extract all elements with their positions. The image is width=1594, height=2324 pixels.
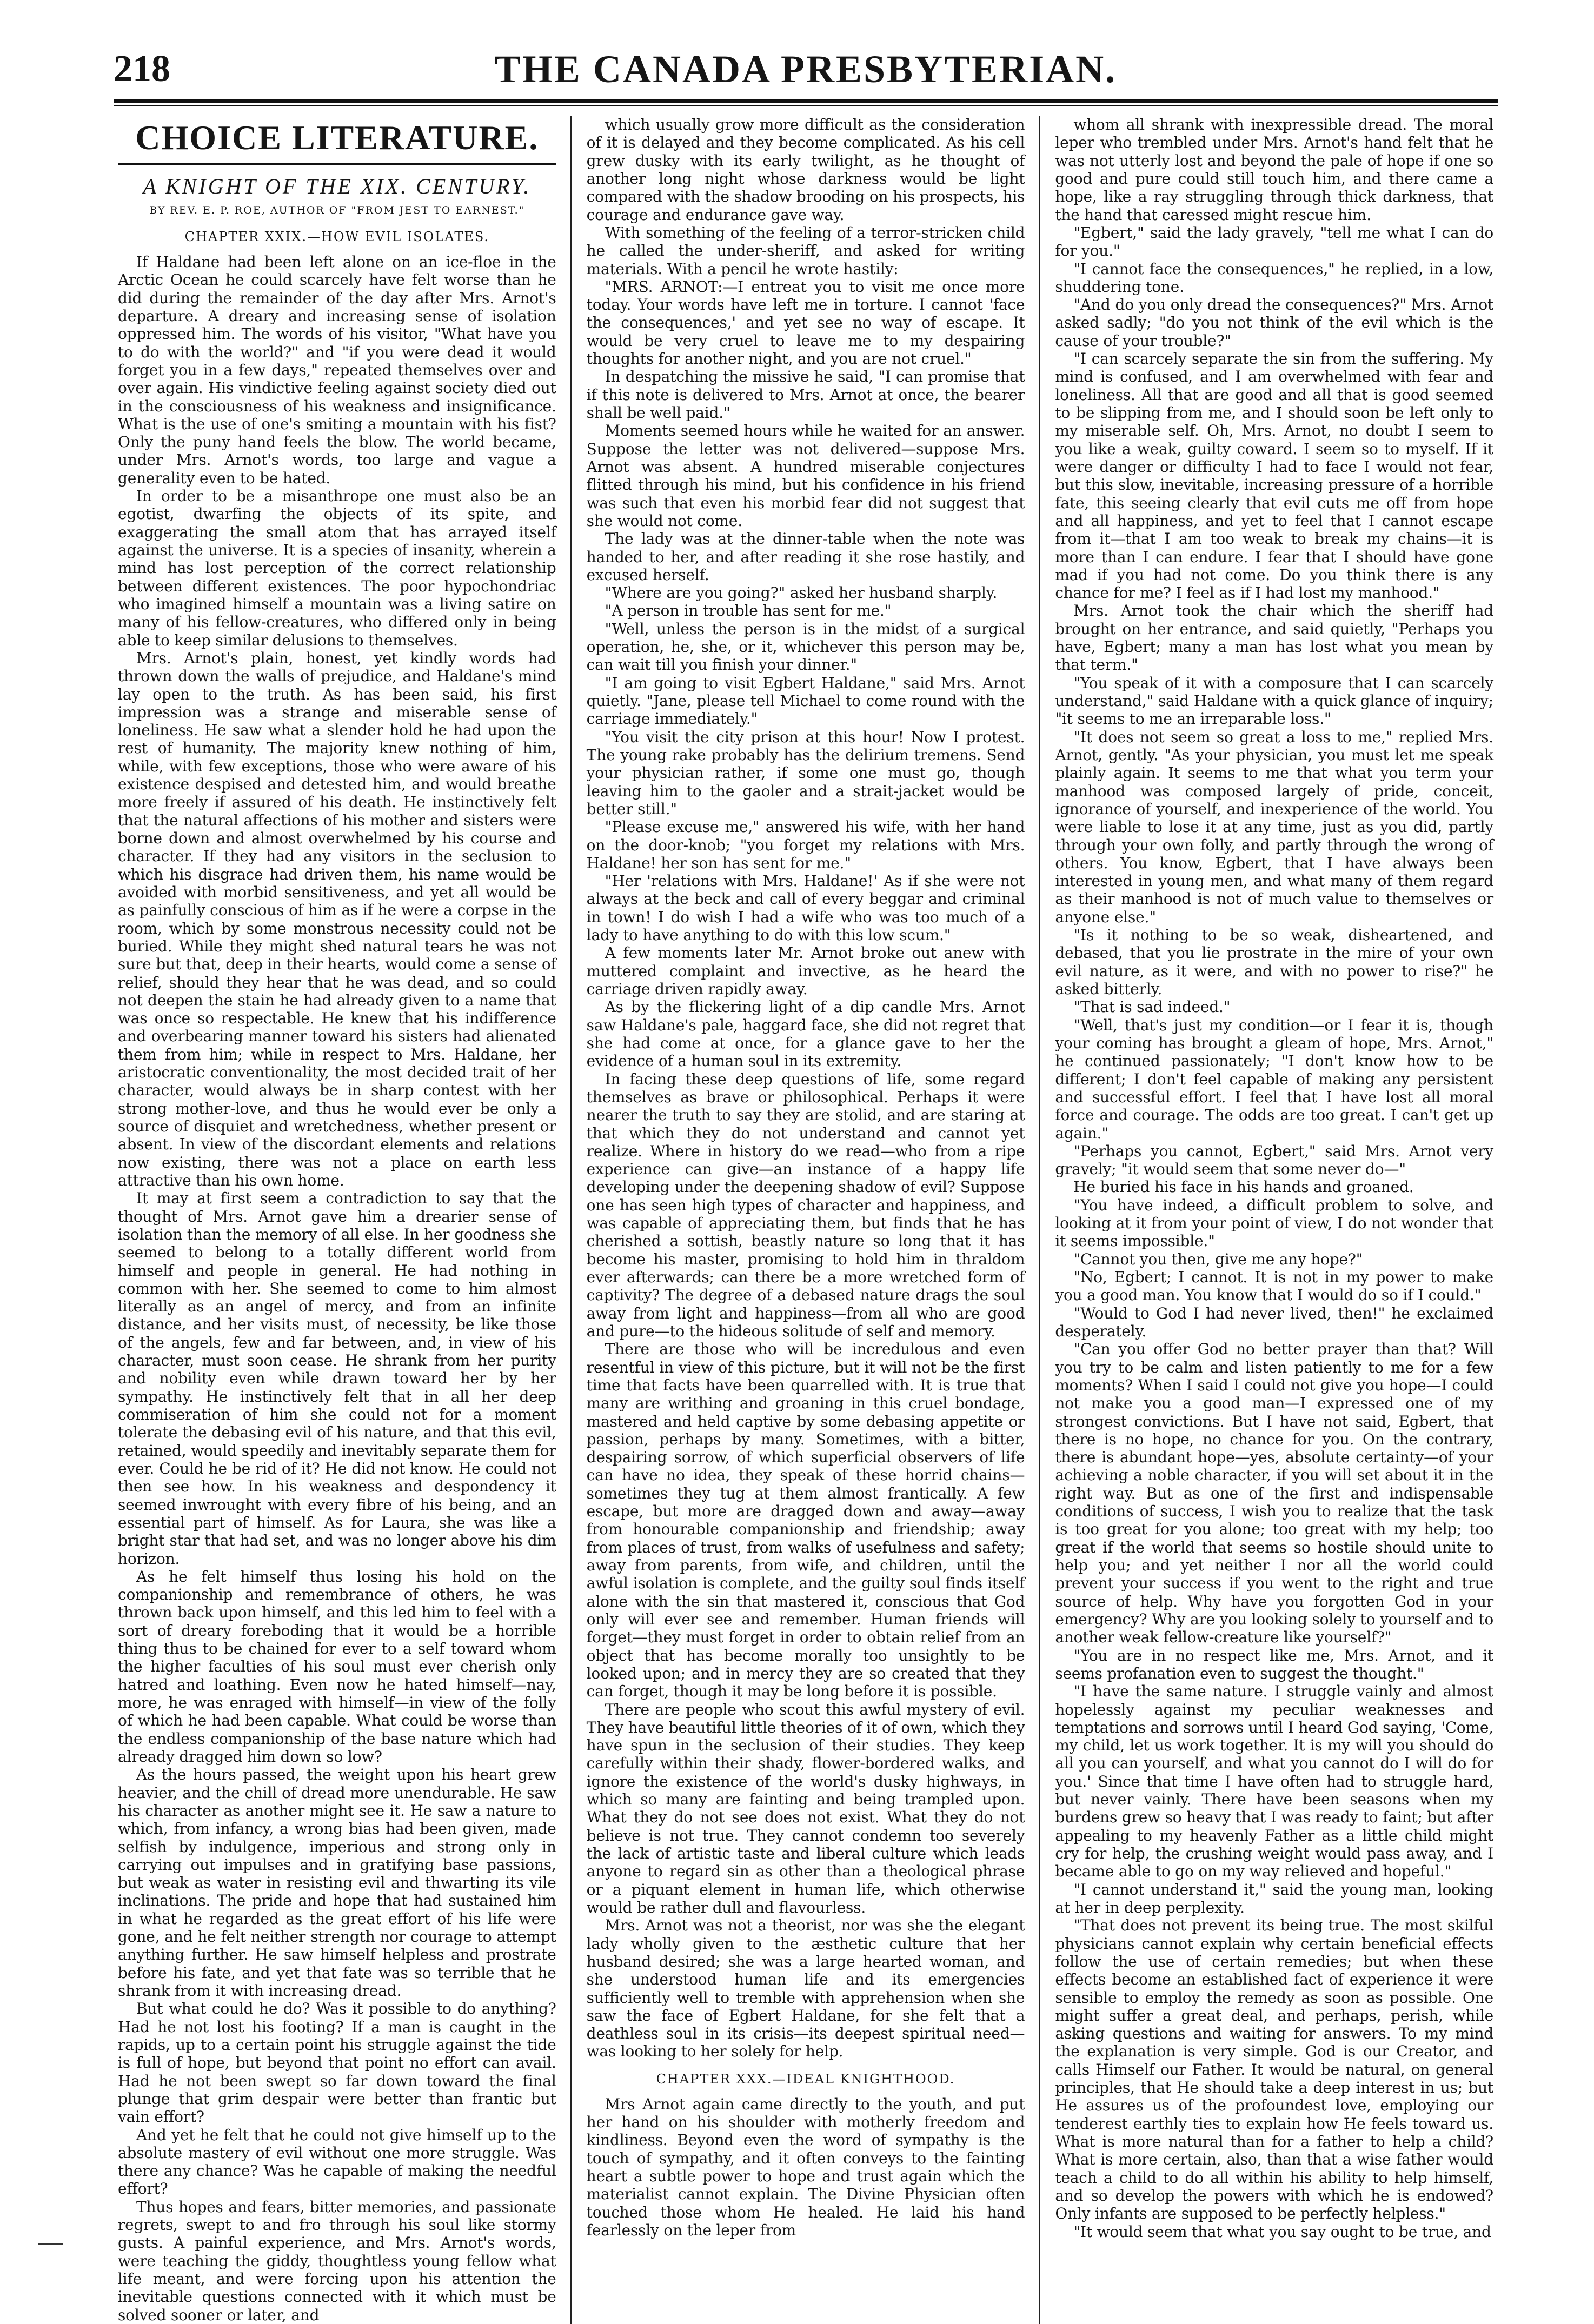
footer-mark — [38, 2243, 63, 2245]
section-heading: CHOICE LITERATURE. — [118, 118, 556, 165]
page-number: 218 — [114, 48, 170, 90]
paragraph: "You visit the city prison at this hour! Now I protest. The young rake probably has the delirium tremens. Send your physician rather, if some one must go, though leaving him to the gaoler and a strait-jacket would be better still." — [586, 728, 1025, 818]
paragraph: "That is sad indeed." — [1073, 998, 1231, 1016]
paragraph: If Haldane had been left alone on an ice-floe in the Arctic Ocean he could scarcely have felt worse than he did during the remainder of the day after Mrs. Arnot's departure. A dreary and increasing sense of isolation oppressed him. The words of his visitor, "What have you to do with the world?" and "if you were dead it would forget you in a few days," repeated themselves over and over again. His vindictive feeling against society died out in the consciousness of his weakness and insignificance. What is the use of one's smiting a mountain with his fist? Only the puny hand feels the blow. The world became, under Mrs. Arnot's words, too large and vague a generality even to be hated. — [118, 253, 556, 487]
chapter-30-heading: CHAPTER XXX.—IDEAL KNIGHTHOOD. — [656, 2071, 955, 2087]
paragraph: "You speak of it with a composure that I can scarcely understand," said Haldane with a quick glance of inquiry; "it seems to me an irreparable loss." — [1055, 674, 1493, 728]
paragraph: Mrs. Arnot took the chair which the sheriff had brought on her entrance, and said quietly, "Perhaps you have, Egbert; many a man has lost what you mean by that term." — [1055, 602, 1493, 674]
paragraph: But what could he do? Was it possible to do anything? Had he not lost his footing? If a man is caught in the rapids, up to a certain point his struggle against the tide is full of hope, but beyond that point no effort can avail. Had he not been swept so far down toward the final plunge that grim despair were better than frantic but vain effort? — [118, 2000, 556, 2126]
paragraph: With something of the feeling of a terror-stricken child he called the under-sheriff, and asked for writing materials. With a pencil he wrote hastily: — [586, 223, 1025, 278]
paragraph: "Egbert," said the lady gravely, "tell me what I can do for you." — [1055, 223, 1493, 260]
paragraph: In facing these deep questions of life, some regard themselves as brave or philosophical. Perhaps it were nearer the truth to say they are stolid, and are staring at that which they do not understand and cannot yet realize. Where in history do we read—who from a ripe experience can give—an instance of a happy life developing under the deepening shadow of evil? Suppose one has seen high types of character and happiness, and was capable of appreciating them, but finds that he has cherished a sottish, beastly nature so long that it has become his master, promising to hold him in thraldom ever afterwards; can there be a more wretched form of captivity? The degree of a debased nature drags the soul away from light and happiness—from all who are good and pure—to the hideous solitude of self and memory. — [586, 1070, 1025, 1340]
masthead-rule-thin — [114, 105, 1498, 106]
paragraph: In order to be a misanthrope one must also be an egotist, dwarfing the objects of its spite, and exaggerating the small atom that has arrayed itself against the universe. It is a species of insanity, wherein a mind has lost perception of the correct relationship between different existences. The poor hypochondriac who imagined himself a mountain was a living satire on many of his fellow-creatures, who differed only in being able to keep similar delusions to themselves. — [118, 487, 556, 649]
paragraph: "That does not prevent its being true. The most skilful physicians cannot explain why certain beneficial effects follow the use of certain remedies; but when these effects become an established fact of experience it were sensible to employ the remedy as soon as possible. One might suffer a great deal, and perhaps, perish, while asking questions and waiting for answers. To my mind the explanation is very simple. God is our Creator, and calls Himself our Father. It would be natural, on general principles, that He should take a deep interest in us; but He assures us of the profoundest love, employing our tenderest earthly ties to explain how He feels toward us. What is more natural than for a father to help a child? What is more certain, also, than that a wise father would teach a child to do all within his ability to help himself, and so develop the powers with which he is endowed? Only infants are supposed to be perfectly helpless." — [1055, 1916, 1493, 2223]
paragraph: As he felt himself thus losing his hold on the companionship and remembrance of others, he was thrown back upon himself, and this led him to feel with a sort of dreary foreboding that it would be a horrible thing thus to be chained for ever to a self toward whom the higher faculties of his soul must ever cherish only hatred and loathing. Even now he hated himself—nay, more, he was enraged with himself—in view of the folly of which he had been capable. What could be worse than the endless companionship of the base nature which had already dragged him down so low? — [118, 1567, 556, 1766]
column-2-body — [587, 116, 1025, 2061]
paragraph: Thus hopes and fears, bitter memories, and passionate regrets, swept to and fro through his soul like stormy gusts. A painful experience, and Mrs. Arnot's words, were teaching the giddy, thoughtless young fellow what life meant, and were forcing upon his attention the inevitable questions connected with it which must be solved sooner or later, and — [118, 2198, 556, 2324]
paragraph: "Perhaps you cannot, Egbert," said Mrs. Arnot very gravely; "it would seem that some never do—" — [1055, 1142, 1493, 1178]
column-2-body-after — [587, 2095, 1025, 2240]
article-columns — [114, 116, 1498, 2324]
paragraph: "I have the same nature. I struggle vainly and almost hopelessly against my peculiar weaknesses and temptations and sorrows until I heard God saying, 'Come, my child, let us work together. It is my will you should do all you can yourself, and what you cannot do I will do for you.' Since that time I have often had to struggle hard, but never vainly. There have been seasons when my burdens grew so heavy that I was ready to faint; but after appealing to my heavenly Father as a little child might cry for help, the crushing weight would pass away, and I became able to go on my way relieved and hopeful." — [1055, 1682, 1493, 1881]
paragraph: which usually grow more difficult as the consideration of it is delayed and they become complicated. As his cell grew dusky with its early twilight, as he thought of another long night whose darkness would be light compared with the shadow brooding on his prospects, his courage and endurance gave way. — [586, 116, 1025, 224]
paragraph: "You are in no respect like me, Mrs. Arnot, and it seems profanation even to suggest the thought." — [1055, 1646, 1493, 1682]
column-3 — [1051, 116, 1498, 2324]
paragraph: "A person in trouble has sent for me." — [605, 602, 892, 620]
paragraph: "Cannot you then, give me any hope?" — [1073, 1250, 1363, 1268]
paragraph: He buried his face in his hands and groaned. — [1073, 1178, 1414, 1196]
column-2 — [582, 116, 1030, 2324]
paragraph: Moments seemed hours while he waited for an answer. Suppose the letter was not delivered—suppose Mrs. Arnot was absent. A hundred miserable conjectures flitted through his mind, but his confidence in his friend was such that even his morbid fear did not suggest that she would not come. — [586, 422, 1025, 530]
paragraph: "It would seem that what you say ought to be true, and — [1073, 2222, 1491, 2241]
paragraph: "Would to God I had never lived, then!" he exclaimed desperately. — [1055, 1304, 1493, 1340]
paragraph: "Well, unless the person is in the midst of a surgical operation, he, she, or it, whichever this person may be, can wait till you finish your dinner." — [586, 620, 1025, 674]
paragraph: "Well, that's just my condition—or I fear it is, though your coming has brought a gleam of hope, Mrs. Arnot," he continued passionately; "I don't know how to be different; I don't feel capable of making any persistent and successful effort. I feel that I have lost all moral force and courage. The odds are too great. I can't get up again." — [1055, 1016, 1493, 1142]
paragraph: "MRS. ARNOT:—I entreat you to visit me once more today. Your words have left me in torture. I cannot 'face the consequences,' and yet see no way of escape. It would be very cruel to leave me to my despairing thoughts for another night, and you are not cruel." — [586, 277, 1025, 368]
column-1 — [114, 116, 561, 2324]
paragraph: "I cannot face the consequences," he replied, in a low, shuddering tone. — [1055, 259, 1493, 296]
paragraph: Mrs. Arnot was not a theorist, nor was she the elegant lady wholly given to the æsthetic culture that her husband desired; she was a large hearted woman, and she understood human life and its emergencies sufficiently well to tremble with apprehension when she saw the face of Egbert Haldane, for she felt that a deathless soul in its crisis—its deepest spiritual need—was looking to her solely for help. — [586, 1916, 1025, 2061]
paragraph: "Can you offer God no better prayer than that? Will you try to be calm and listen patiently to me for a few moments? When I said I could not give you hope—I could not make you a good man—I expressed one of my strongest convictions. But I have not said, Egbert, that there is no hope, no chance for you. On the contrary, there is abundant hope—yes, absolute certainty—of your achieving a noble character, if you will set about it in the right way. But as one of the first and indispensable conditions of success, I wish you to realize that the task is too great for you alone; too great with my help; too great if the world that seems so hostile should unite to help you; and yet neither I nor all the world could prevent your success if you went to the right and true source of help. Why have you forgotten God in your emergency? Why are you looking solely to yourself and to another weak fellow-creature like yourself?" — [1055, 1340, 1493, 1647]
story-title: A KNIGHT OF THE XIX. CENTURY. — [143, 174, 532, 198]
paragraph: "It does not seem so great a loss to me," replied Mrs. Arnot, gently. "As your physician, you must let me speak plainly again. It seems to me that what you term your manhood was composed largely of pride, conceit, ignorance of yourself, and inexperience of the world. You were liable to lose it at any time, just as you did, partly through your own folly, and partly through the wrong of others. You know, Egbert, that I have always been interested in young men, and what many of them regard as their manhood is not of much value to themselves or anyone else." — [1055, 728, 1493, 926]
paragraph: "Please excuse me," answered his wife, with her hand on the door-knob; "you forget my relations with Mrs. Haldane! her son has sent for me." — [586, 818, 1025, 872]
paragraph: There are those who will be incredulous and even resentful in view of this picture, but it will not be the first time that facts have been quarrelled with. It is true that many are writhing and groaning in this cruel bondage, mastered and held captive by some debasing appetite or passion, perhaps by many. Sometimes, with a bitter, despairing sorrow, of which superficial observers of life can have no idea, they speak of these horrid chains—sometimes they tug at them almost frantically. A few escape, but more are dragged down and away—away from honourable companionship and friendship; away from places of trust, from walks of usefulness and safety; away from parents, from wife, and children, until the awful isolation is complete, and the guilty soul finds itself alone with the sin that mastered it, conscious that God only will ever see and remember. Human friends will forget—they must forget in order to obtain relief from an object that has become morally too unsightly to be looked upon; and in mercy they are so created that they can forget, though it may be long before it is possible. — [586, 1340, 1025, 1701]
paragraph: "And do you only dread the consequences?" Mrs. Arnot asked sadly; "do you not think of the evil which is the cause of your trouble?" — [1055, 296, 1493, 350]
paragraph: "I am going to visit Egbert Haldane," said Mrs. Arnot quietly. "Jane, please tell Michael to come round with the carriage immediately." — [586, 674, 1025, 728]
paragraph: Mrs. Arnot's plain, honest, yet kindly words had thrown down the walls of prejudice, and Haldane's mind lay open to the truth. As has been said, his first impression was a strange and miserable sense of loneliness. He saw what a slender hold he had upon the rest of humanity. The majority knew nothing of him, while, with few exceptions, those who were aware of his existence despised and detested him, and would breathe more freely if assured of his death. He instinctively felt that the natural affections of his mother and sisters were borne down and almost overwhelmed by his course and character. If they had any visitors in the seclusion to which his disgrace had driven them, his name would be avoided with morbid sensitiveness, and yet all would be as painfully conscious of him as if he were a corpse in the room, which by some monstrous necessity could not be buried. While they might shed natural tears he was not sure but that, deep in their hearts, would come a sense of relief, should they hear that he was dead, and so could not deepen the stain he had already given to a name that was once so respectable. He knew that his indifference and overbearing manner toward his sisters had alienated them from him; while in respect to Mrs. Haldane, her aristocratic conventionality, the most decided trait of her character, would always be in sharp contest with her strong mother-love, and thus he would ever be only a source of disquiet and wretchedness, whether present or absent. In view of the discordant elements and relations now existing, there was not a place on earth less attractive than his own home. — [118, 649, 556, 1189]
paragraph: As by the flickering light of a dip candle Mrs. Arnot saw Haldane's pale, haggard face, she did not regret that she had come at once, for a glance gave to her the evidence of a human soul in its extremity. — [586, 998, 1025, 1070]
paragraph: whom all shrank with inexpressible dread. The moral leper who trembled under Mrs. Arnot's hand felt that he was not utterly lost and beyond the pale of hope if one so good and pure could still touch him, and there came a hope, like a ray struggling through thick darkness, that the hand that caressed might rescue him. — [1055, 116, 1493, 224]
paragraph: "I cannot understand it," said the young man, looking at her in deep perplexity. — [1055, 1880, 1493, 1916]
paragraph: There are people who scout this awful mystery of evil. They have beautiful little theories of it of own, which they have spun in the seclusion of their studies. They keep carefully within their shady, flower-bordered walks, and ignore the existence of the world's dusky highways, in which so many are fainting and being trampled upon. What they do not see does not exist. What they do not believe is not true. They cannot condemn too severely the lack of artistic taste and liberal culture which leads anyone to regard sin as other than a theological phrase or a piquant element in human life, which otherwise would be rather dull and flavourless. — [586, 1700, 1025, 1916]
paragraph: "You have indeed, a difficult problem to solve, and looking at it from your point of view, I do not wonder that it seems impossible." — [1055, 1196, 1493, 1250]
story-byline: BY REV. E. P. ROE, AUTHOR OF "FROM JEST TO EARNEST." — [149, 204, 525, 216]
journal-title: THE CANADA PRESBYTERIAN. — [494, 47, 1117, 91]
paragraph: "Is it nothing to be so weak, disheartened, and debased, that you lie prostrate in the mire of your own evil nature, as it were, and with no power to rise?" he asked bitterly. — [1055, 926, 1493, 998]
paragraph: "No, Egbert; I cannot. It is not in my power to make you a good man. You know that I would do so if I could." — [1055, 1268, 1493, 1304]
paragraph: The lady was at the dinner-table when the note was handed to her, and after reading it she rose hastily, and excused herself. — [586, 530, 1025, 584]
paragraph: In despatching the missive he said, "I can promise that if this note is delivered to Mrs. Arnot at once, the bearer shall be well paid." — [586, 368, 1025, 422]
paragraph: "Her 'relations with Mrs. Haldane!' As if she were not always at the beck and call of every beggar and criminal in town! I do wish I had a wife who was too much of a lady to have anything to do with this low scum." — [586, 872, 1025, 944]
paragraph: And yet he felt that he could not give himself up to the absolute mastery of evil without one more struggle. Was there any chance? Was he capable of making the needful effort? — [118, 2126, 556, 2198]
chapter-heading: CHAPTER XXIX.—HOW EVIL ISOLATES. — [184, 229, 490, 244]
paragraph: "Where are you going?" asked her husband sharply. — [605, 584, 998, 602]
column-1-body — [118, 253, 556, 2324]
column-3-body — [1055, 116, 1493, 2241]
paragraph: It may at first seem a contradiction to say that the thought of Mrs. Arnot gave him a drearier sense of isolation than the memory of all else. In her goodness she seemed to belong to a totally different world from himself and people in general. He had nothing in common with her. She seemed to come to him almost literally as an angel of mercy, and from an infinite distance, and her visits must, of necessity, be like those of the angels, few and far between, and, in view of his character, must soon cease. He shrank from her purity and nobility even while drawn toward her by her sympathy. He instinctively felt that in all her deep commiseration of him she could not for a moment tolerate the debasing evil of his nature, and that this evil, retained, would speedily and inevitably separate them for ever. Could he be rid of it? He did not know. He could not then see how. In his weakness and despondency it seemed inwrought with every fibre of his being, and an essential part of himself. As for Laura, she was like a bright star that had set, and was no longer above his dim horizon. — [118, 1189, 556, 1568]
paragraph: As the hours passed, the weight upon his heart grew heavier, and the chill of dread more unendurable. He saw his character as another might see it. He saw a nature to which, from infancy, a wrong bias had been given, made selfish by indulgence, imperious and strong only in carrying out impulses and in gratifying base passions, but weak as water in resisting evil and thwarting its vile inclinations. The pride and hope that had sustained him in what he regarded as the great effort of his life were gone, and he felt neither strength nor courage to attempt anything further. He saw himself helpless and prostrate before his fate, and yet that fate was so terrible that he shrank from it with increasing dread. — [118, 1766, 556, 2000]
paragraph: A few moments later Mr. Arnot broke out anew with muttered complaint and invective, as he heard the carriage driven rapidly away. — [586, 944, 1025, 998]
paragraph: Mrs Arnot again came directly to the youth, and put her hand on his shoulder with motherly freedom and kindliness. Beyond even the word of sympathy is the touch of sympathy, and it often conveys to the fainting heart a subtle power to hope and trust again which the materialist cannot explain. The Divine Physician often touched those whom He healed. He laid his hand fearlessly on the leper from — [586, 2095, 1025, 2239]
masthead-rule — [114, 99, 1498, 103]
paragraph: "I can scarcely separate the sin from the suffering. My mind is confused, and I am overwhelmed with fear and loneliness. All that are good and all that is good seemed to be slipping from me, and I should soon be left only to my miserable self. Oh, Mrs. Arnot, no doubt I seem to you like a weak, guilty coward. I seem so to myself. If it were danger or difficulty I had to face I would not fear, but this slow, inevitable, increasing pressure of a horrible fate, this seeing clearly that evil cuts me off from hope and all happiness, and yet to feel that I cannot escape from it—that I am too weak to break my chains—it is more than I can endure. I fear that I should have gone mad if you had not come. Do you think there is any chance for me? I feel as if I had lost my manhood." — [1055, 350, 1493, 602]
masthead — [114, 43, 1498, 95]
